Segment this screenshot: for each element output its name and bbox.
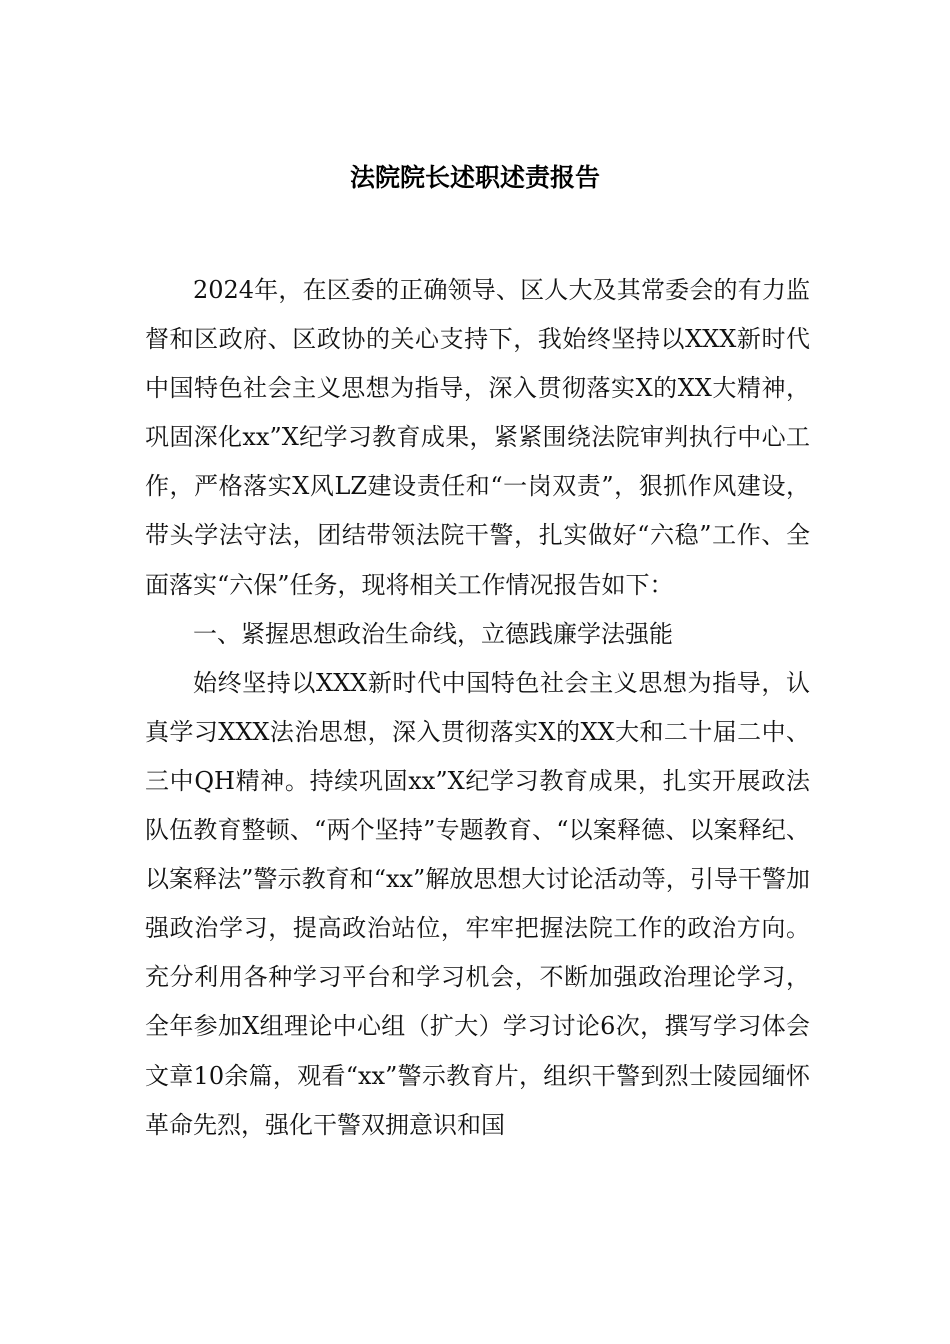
document-body xyxy=(145,266,810,1150)
paragraph-intro: 2024年，在区委的正确领导、区人大及其常委会的有力监督和区政府、区政协的关心支持下，我始终坚持以XXX新时代中国特色社会主义思想为指导，深入贯彻落实X的XX大精神，巩固深化xx”X纪学习教育成果，紧紧围绕法院审判执行中心工作，严格落实X风LZ建设责任和“一岗双责”，狠抓作风建设，带头学法守法，团结带领法院干警，扎实做好“六稳”工作、全面落实“六保”任务，现将相关工作情况报告如下： xyxy=(145,276,810,599)
paragraph-section-1: 始终坚持以XXX新时代中国特色社会主义思想为指导，认真学习XXX法治思想，深入贯彻落实X的XX大和二十届二中、三中QH精神。持续巩固xx”X纪学习教育成果，扎实开展政法队伍教育整顿、“两个坚持”专题教育、“以案释德、以案释纪、以案释法”警示教育和“xx”解放思想大讨论活动等，引导干警加强政治学习，提高政治站位，牢牢把握法院工作的政治方向。充分利用各种学习平台和学习机会，不断加强政治理论学习，全年参加X组理论中心组（扩大）学习讨论6次，撰写学习体会文章10余篇，观看“xx”警示教育片，组织干警到烈士陵园缅怀革命先烈，强化干警双拥意识和国 xyxy=(145,668,810,1139)
document-title: 法院院长述职述责报告 xyxy=(349,163,600,192)
section-heading-1: 一、紧握思想政治生命线，立德践廉学法强能 xyxy=(193,619,673,648)
